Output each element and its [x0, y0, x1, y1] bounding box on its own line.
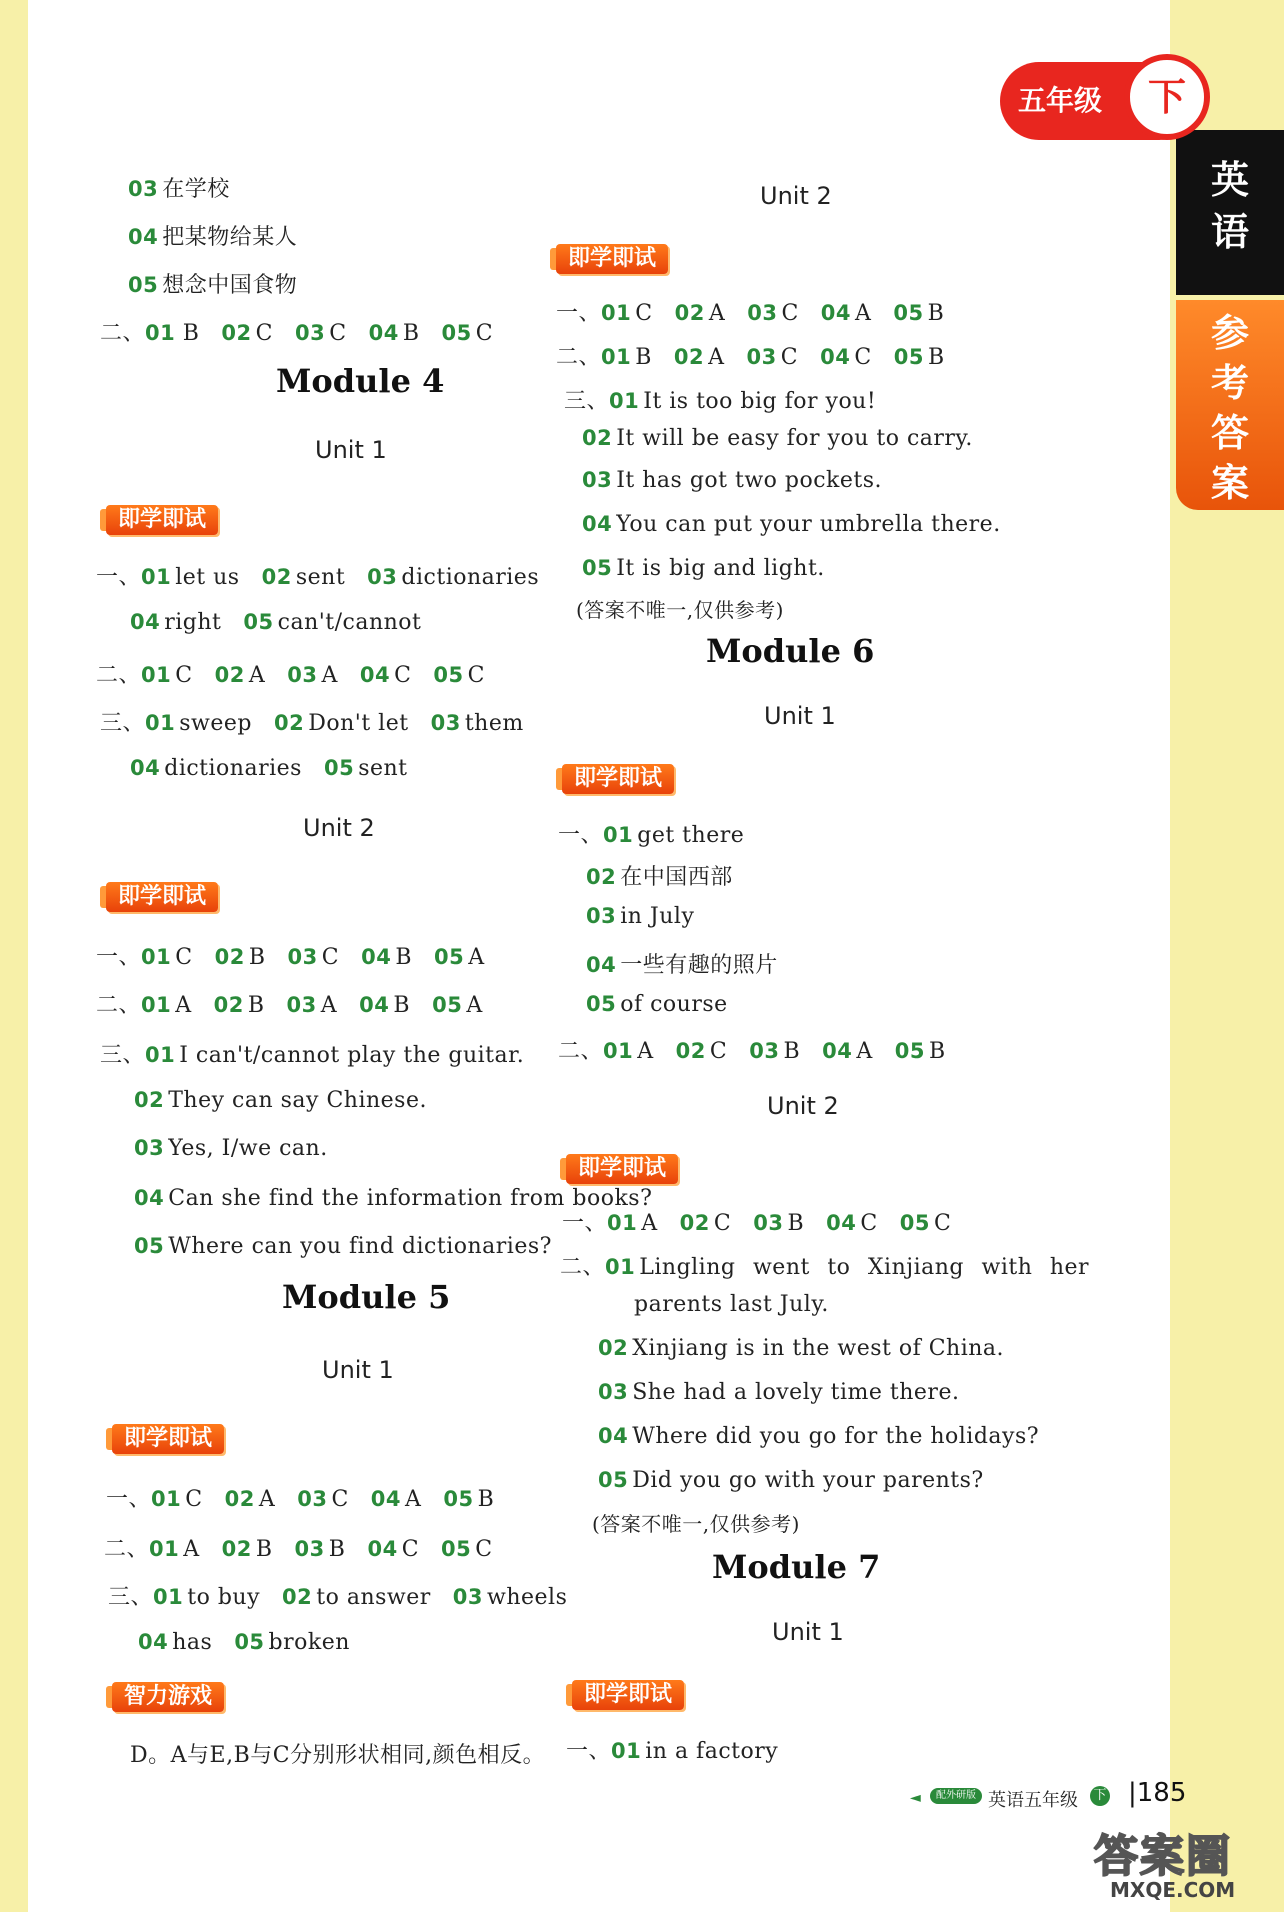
answer-line: 03 in July — [586, 904, 695, 929]
answer-line: 一、01 get there — [558, 823, 745, 848]
answer-line: 05 Where can you find dictionaries? — [134, 1234, 552, 1259]
answer-line: 二、01 B 02 A 03 C 04 C 05 B — [556, 345, 945, 370]
footer-arrow-icon: ◄ — [910, 1790, 921, 1806]
answer-line: 二、01 A 02 C 03 B 04 A 05 B — [558, 1039, 946, 1064]
module-heading: Module 7 — [712, 1548, 881, 1586]
module-heading: Module 5 — [282, 1278, 451, 1316]
answer-key-tab: 参 考 答 案 — [1176, 300, 1284, 510]
answer-line: 03 She had a lovely time there. — [598, 1380, 960, 1405]
answer-line: 02 They can say Chinese. — [134, 1088, 427, 1113]
page-number: |185 — [1128, 1778, 1187, 1808]
answer-line: 三、01 sweep 02 Don't let 03 them — [100, 711, 524, 736]
answer-line: 三、01 I can't/cannot play the guitar. — [100, 1043, 525, 1068]
answer-line: 二、01 B 02 C 03 C 04 B 05 C — [100, 321, 494, 346]
section-tag: 即学即试 — [566, 1154, 678, 1184]
section-tag: 即学即试 — [572, 1680, 684, 1710]
answer-line: 一、01 in a factory — [566, 1739, 779, 1764]
unit-heading: Unit 1 — [772, 1618, 844, 1646]
watermark-logo: 答案圈 — [1094, 1831, 1232, 1882]
answer-line: parents last July. — [634, 1292, 829, 1317]
answer-line: 04 right 05 can't/cannot — [130, 610, 422, 635]
answer-line: 05 Did you go with your parents? — [598, 1468, 984, 1493]
answer-line: 04 把某物给某人 — [128, 225, 298, 250]
footer-volume-badge: 下 — [1090, 1786, 1110, 1806]
answer-line: 02 Xinjiang is in the west of China. — [598, 1336, 1005, 1361]
unit-heading: Unit 2 — [303, 814, 375, 842]
module-heading: Module 6 — [706, 632, 875, 670]
section-tag: 即学即试 — [112, 1424, 224, 1454]
answer-line: D。A与E,B与C分别形状相同,颜色相反。 — [130, 1743, 546, 1768]
answer-line: 一、01 A 02 C 03 B 04 C 05 C — [562, 1211, 952, 1236]
section-tag: 即学即试 — [556, 244, 668, 274]
note-line: (答案不唯一,仅供参考) — [592, 1512, 800, 1536]
unit-heading: Unit 2 — [760, 182, 832, 210]
footer-title: 英语五年级 — [988, 1790, 1078, 1811]
answer-line: 03 Yes, I/we can. — [134, 1136, 328, 1161]
unit-heading: Unit 1 — [315, 436, 387, 464]
section-tag: 智力游戏 — [112, 1682, 224, 1712]
answer-line: 04 You can put your umbrella there. — [582, 512, 1001, 537]
answer-line: 二、01 A 02 B 03 B 04 C 05 C — [104, 1537, 493, 1562]
answer-line: 二、01 Lingling went to Xinjiang with her — [560, 1255, 1090, 1280]
answer-page — [28, 0, 1170, 1912]
answer-line: 05 of course — [586, 992, 728, 1017]
answer-line: 05 It is big and light. — [582, 556, 825, 581]
answer-line: 04 Where did you go for the holidays? — [598, 1424, 1040, 1449]
answer-line: 04 has 05 broken — [138, 1630, 350, 1655]
answer-line: 04 Can she find the information from books? — [134, 1186, 653, 1211]
section-tag: 即学即试 — [106, 505, 218, 535]
answer-line: 04 一些有趣的照片 — [586, 953, 778, 978]
edition-badge: 配外研版 — [930, 1788, 982, 1804]
answer-line: 05 想念中国食物 — [128, 273, 298, 298]
answer-line: 二、01 A 02 B 03 A 04 B 05 A — [96, 993, 483, 1018]
grade-badge: 五年级 — [1000, 62, 1198, 140]
answer-line: 02 在中国西部 — [586, 865, 733, 890]
unit-heading: Unit 2 — [767, 1092, 839, 1120]
watermark — [1090, 1820, 1280, 1910]
answer-line: 一、01 let us 02 sent 03 dictionaries — [96, 565, 540, 590]
unit-heading: Unit 1 — [764, 702, 836, 730]
answer-line: 一、01 C 02 B 03 C 04 B 05 A — [96, 945, 485, 970]
module-heading: Module 4 — [276, 362, 445, 400]
answer-line: 03 It has got two pockets. — [582, 468, 883, 493]
volume-badge: 下 — [1124, 54, 1210, 140]
subject-tab: 英 语 — [1176, 130, 1284, 295]
note-line: (答案不唯一,仅供参考) — [576, 598, 784, 622]
section-tag: 即学即试 — [562, 764, 674, 794]
answer-line: 一、01 C 02 A 03 C 04 A 05 B — [556, 301, 945, 326]
section-tag: 即学即试 — [106, 882, 218, 912]
answer-line: 04 dictionaries 05 sent — [130, 756, 408, 781]
answer-line: 一、01 C 02 A 03 C 04 A 05 B — [106, 1487, 495, 1512]
side-tab — [1170, 0, 1284, 1912]
unit-heading: Unit 1 — [322, 1356, 394, 1384]
answer-line: 02 It will be easy for you to carry. — [582, 426, 973, 451]
answer-line: 三、01 to buy 02 to answer 03 wheels — [108, 1585, 568, 1610]
watermark-url: MXQE.COM — [1110, 1878, 1236, 1902]
answer-line: 03 在学校 — [128, 177, 230, 202]
answer-line: 二、01 C 02 A 03 A 04 C 05 C — [96, 663, 485, 688]
answer-line: 三、01 It is too big for you! — [564, 389, 877, 414]
